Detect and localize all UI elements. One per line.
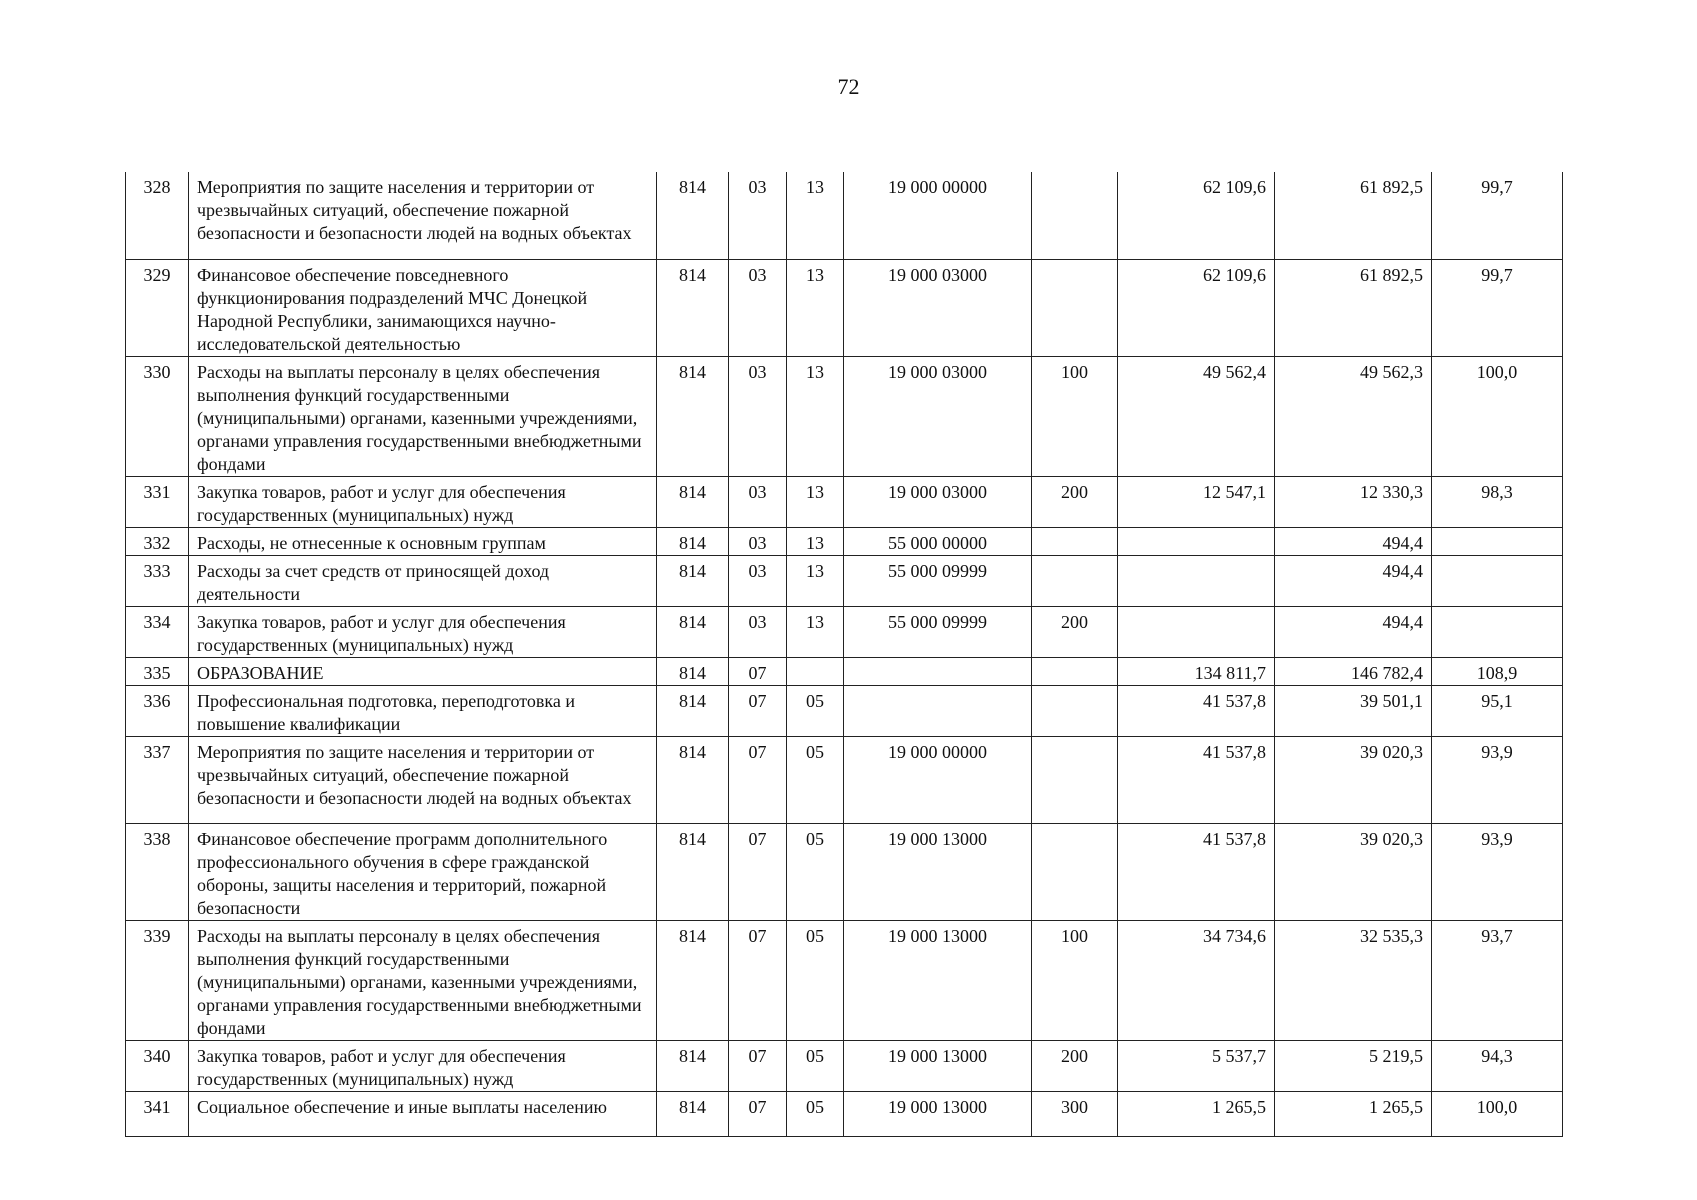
execution-percent-cell: 99,7 <box>1432 172 1563 259</box>
row-number-cell: 338 <box>126 823 189 920</box>
target-article-cell: 19 000 03000 <box>844 356 1032 476</box>
table-row <box>126 527 1563 555</box>
row-number-cell: 334 <box>126 606 189 657</box>
expense-type-cell <box>1032 259 1118 356</box>
section-code-cell: 07 <box>729 657 787 685</box>
expense-name-cell: Закупка товаров, работ и услуг для обеспечения государственных (муниципальных) нужд <box>189 476 657 527</box>
ministry-code-cell: 814 <box>657 920 729 1040</box>
ministry-code-cell: 814 <box>657 476 729 527</box>
execution-percent-cell: 98,3 <box>1432 476 1563 527</box>
approved-amount-cell: 62 109,6 <box>1118 259 1275 356</box>
ministry-code-cell: 814 <box>657 527 729 555</box>
target-article-cell: 19 000 13000 <box>844 1091 1032 1136</box>
expense-name-cell: Закупка товаров, работ и услуг для обеспечения государственных (муниципальных) нужд <box>189 606 657 657</box>
subsection-code-cell: 13 <box>787 476 844 527</box>
subsection-code-cell: 05 <box>787 1040 844 1091</box>
section-code-cell: 03 <box>729 356 787 476</box>
table-row <box>126 823 1563 920</box>
executed-amount-cell: 494,4 <box>1275 555 1432 606</box>
approved-amount-cell: 34 734,6 <box>1118 920 1275 1040</box>
executed-amount-cell: 39 501,1 <box>1275 685 1432 736</box>
section-code-cell: 03 <box>729 172 787 259</box>
ministry-code-cell: 814 <box>657 823 729 920</box>
table-row <box>126 606 1563 657</box>
expense-type-cell <box>1032 555 1118 606</box>
expense-type-cell: 100 <box>1032 356 1118 476</box>
executed-amount-cell: 32 535,3 <box>1275 920 1432 1040</box>
table-row <box>126 259 1563 356</box>
row-number-cell: 331 <box>126 476 189 527</box>
target-article-cell: 19 000 00000 <box>844 736 1032 823</box>
execution-percent-cell: 95,1 <box>1432 685 1563 736</box>
expense-name-cell: Профессиональная подготовка, переподготовка и повышение квалификации <box>189 685 657 736</box>
approved-amount-cell <box>1118 527 1275 555</box>
approved-amount-cell: 41 537,8 <box>1118 736 1275 823</box>
budget-table <box>125 172 1563 1137</box>
section-code-cell: 03 <box>729 259 787 356</box>
target-article-cell: 19 000 13000 <box>844 920 1032 1040</box>
target-article-cell: 55 000 00000 <box>844 527 1032 555</box>
executed-amount-cell: 494,4 <box>1275 527 1432 555</box>
row-number-cell: 341 <box>126 1091 189 1136</box>
expense-type-cell: 100 <box>1032 920 1118 1040</box>
expense-name-cell: Расходы на выплаты персоналу в целях обеспечения выполнения функций государственными (муниципальными) органами, казенными учреждениями, органами управления государственными внебюджетными фондами <box>189 920 657 1040</box>
subsection-code-cell: 05 <box>787 685 844 736</box>
execution-percent-cell: 100,0 <box>1432 1091 1563 1136</box>
expense-type-cell: 200 <box>1032 1040 1118 1091</box>
ministry-code-cell: 814 <box>657 1040 729 1091</box>
subsection-code-cell: 13 <box>787 259 844 356</box>
expense-name-cell: Закупка товаров, работ и услуг для обеспечения государственных (муниципальных) нужд <box>189 1040 657 1091</box>
expense-name-cell: Мероприятия по защите населения и территории от чрезвычайных ситуаций, обеспечение пожарной безопасности и безопасности людей на водных объектах <box>189 172 657 259</box>
section-code-cell: 03 <box>729 606 787 657</box>
approved-amount-cell: 12 547,1 <box>1118 476 1275 527</box>
subsection-code-cell: 05 <box>787 920 844 1040</box>
expense-name-cell: Финансовое обеспечение программ дополнительного профессионального обучения в сфере гражданской обороны, защиты населения и территорий, пожарной безопасности <box>189 823 657 920</box>
target-article-cell: 19 000 00000 <box>844 172 1032 259</box>
table-body <box>126 172 1563 1136</box>
executed-amount-cell: 61 892,5 <box>1275 172 1432 259</box>
row-number-cell: 328 <box>126 172 189 259</box>
execution-percent-cell: 99,7 <box>1432 259 1563 356</box>
expense-name-cell: Социальное обеспечение и иные выплаты населению <box>189 1091 657 1136</box>
table-row <box>126 736 1563 823</box>
execution-percent-cell: 93,7 <box>1432 920 1563 1040</box>
table-row <box>126 356 1563 476</box>
target-article-cell: 19 000 13000 <box>844 823 1032 920</box>
row-number-cell: 333 <box>126 555 189 606</box>
ministry-code-cell: 814 <box>657 606 729 657</box>
approved-amount-cell: 5 537,7 <box>1118 1040 1275 1091</box>
execution-percent-cell <box>1432 527 1563 555</box>
subsection-code-cell <box>787 657 844 685</box>
execution-percent-cell: 93,9 <box>1432 736 1563 823</box>
table-row <box>126 476 1563 527</box>
approved-amount-cell: 41 537,8 <box>1118 823 1275 920</box>
expense-name-cell: Расходы на выплаты персоналу в целях обеспечения выполнения функций государственными (муниципальными) органами, казенными учреждениями, органами управления государственными внебюджетными фондами <box>189 356 657 476</box>
subsection-code-cell: 05 <box>787 823 844 920</box>
table-row <box>126 1091 1563 1136</box>
ministry-code-cell: 814 <box>657 356 729 476</box>
target-article-cell: 19 000 03000 <box>844 476 1032 527</box>
target-article-cell <box>844 657 1032 685</box>
target-article-cell: 55 000 09999 <box>844 555 1032 606</box>
section-code-cell: 07 <box>729 736 787 823</box>
expense-type-cell: 200 <box>1032 476 1118 527</box>
row-number-cell: 340 <box>126 1040 189 1091</box>
section-code-cell: 07 <box>729 823 787 920</box>
approved-amount-cell: 49 562,4 <box>1118 356 1275 476</box>
target-article-cell <box>844 685 1032 736</box>
subsection-code-cell: 13 <box>787 356 844 476</box>
executed-amount-cell: 494,4 <box>1275 606 1432 657</box>
subsection-code-cell: 13 <box>787 606 844 657</box>
section-code-cell: 03 <box>729 476 787 527</box>
ministry-code-cell: 814 <box>657 555 729 606</box>
executed-amount-cell: 49 562,3 <box>1275 356 1432 476</box>
execution-percent-cell <box>1432 606 1563 657</box>
row-number-cell: 329 <box>126 259 189 356</box>
table-row <box>126 657 1563 685</box>
row-number-cell: 339 <box>126 920 189 1040</box>
section-code-cell: 03 <box>729 555 787 606</box>
ministry-code-cell: 814 <box>657 1091 729 1136</box>
row-number-cell: 337 <box>126 736 189 823</box>
subsection-code-cell: 13 <box>787 555 844 606</box>
table-row <box>126 555 1563 606</box>
table-row <box>126 172 1563 259</box>
subsection-code-cell: 05 <box>787 1091 844 1136</box>
row-number-cell: 336 <box>126 685 189 736</box>
ministry-code-cell: 814 <box>657 657 729 685</box>
expense-type-cell <box>1032 736 1118 823</box>
executed-amount-cell: 39 020,3 <box>1275 736 1432 823</box>
executed-amount-cell: 1 265,5 <box>1275 1091 1432 1136</box>
expense-name-cell: Расходы за счет средств от приносящей доход деятельности <box>189 555 657 606</box>
approved-amount-cell: 41 537,8 <box>1118 685 1275 736</box>
section-code-cell: 07 <box>729 1040 787 1091</box>
subsection-code-cell: 05 <box>787 736 844 823</box>
expense-type-cell <box>1032 172 1118 259</box>
subsection-code-cell: 13 <box>787 172 844 259</box>
executed-amount-cell: 61 892,5 <box>1275 259 1432 356</box>
expense-type-cell <box>1032 685 1118 736</box>
ministry-code-cell: 814 <box>657 685 729 736</box>
expense-type-cell <box>1032 657 1118 685</box>
expense-name-cell: Мероприятия по защите населения и территории от чрезвычайных ситуаций, обеспечение пожарной безопасности и безопасности людей на водных объектах <box>189 736 657 823</box>
section-code-cell: 03 <box>729 527 787 555</box>
approved-amount-cell: 1 265,5 <box>1118 1091 1275 1136</box>
expense-type-cell <box>1032 527 1118 555</box>
expense-name-cell: ОБРАЗОВАНИЕ <box>189 657 657 685</box>
approved-amount-cell <box>1118 606 1275 657</box>
table-row <box>126 685 1563 736</box>
approved-amount-cell <box>1118 555 1275 606</box>
table-row <box>126 1040 1563 1091</box>
section-code-cell: 07 <box>729 1091 787 1136</box>
execution-percent-cell: 93,9 <box>1432 823 1563 920</box>
expense-type-cell: 200 <box>1032 606 1118 657</box>
ministry-code-cell: 814 <box>657 259 729 356</box>
target-article-cell: 19 000 03000 <box>844 259 1032 356</box>
execution-percent-cell: 100,0 <box>1432 356 1563 476</box>
target-article-cell: 55 000 09999 <box>844 606 1032 657</box>
row-number-cell: 332 <box>126 527 189 555</box>
execution-percent-cell: 108,9 <box>1432 657 1563 685</box>
expense-type-cell: 300 <box>1032 1091 1118 1136</box>
page-number: 72 <box>837 74 860 99</box>
ministry-code-cell: 814 <box>657 736 729 823</box>
row-number-cell: 335 <box>126 657 189 685</box>
executed-amount-cell: 146 782,4 <box>1275 657 1432 685</box>
target-article-cell: 19 000 13000 <box>844 1040 1032 1091</box>
approved-amount-cell: 134 811,7 <box>1118 657 1275 685</box>
executed-amount-cell: 12 330,3 <box>1275 476 1432 527</box>
execution-percent-cell <box>1432 555 1563 606</box>
section-code-cell: 07 <box>729 685 787 736</box>
expense-name-cell: Финансовое обеспечение повседневного функционирования подразделений МЧС Донецкой Народной Республики, занимающихся научно-исследовательской деятельностью <box>189 259 657 356</box>
table-row <box>126 920 1563 1040</box>
subsection-code-cell: 13 <box>787 527 844 555</box>
approved-amount-cell: 62 109,6 <box>1118 172 1275 259</box>
executed-amount-cell: 39 020,3 <box>1275 823 1432 920</box>
row-number-cell: 330 <box>126 356 189 476</box>
executed-amount-cell: 5 219,5 <box>1275 1040 1432 1091</box>
expense-type-cell <box>1032 823 1118 920</box>
ministry-code-cell: 814 <box>657 172 729 259</box>
section-code-cell: 07 <box>729 920 787 1040</box>
execution-percent-cell: 94,3 <box>1432 1040 1563 1091</box>
expense-name-cell: Расходы, не отнесенные к основным группам <box>189 527 657 555</box>
